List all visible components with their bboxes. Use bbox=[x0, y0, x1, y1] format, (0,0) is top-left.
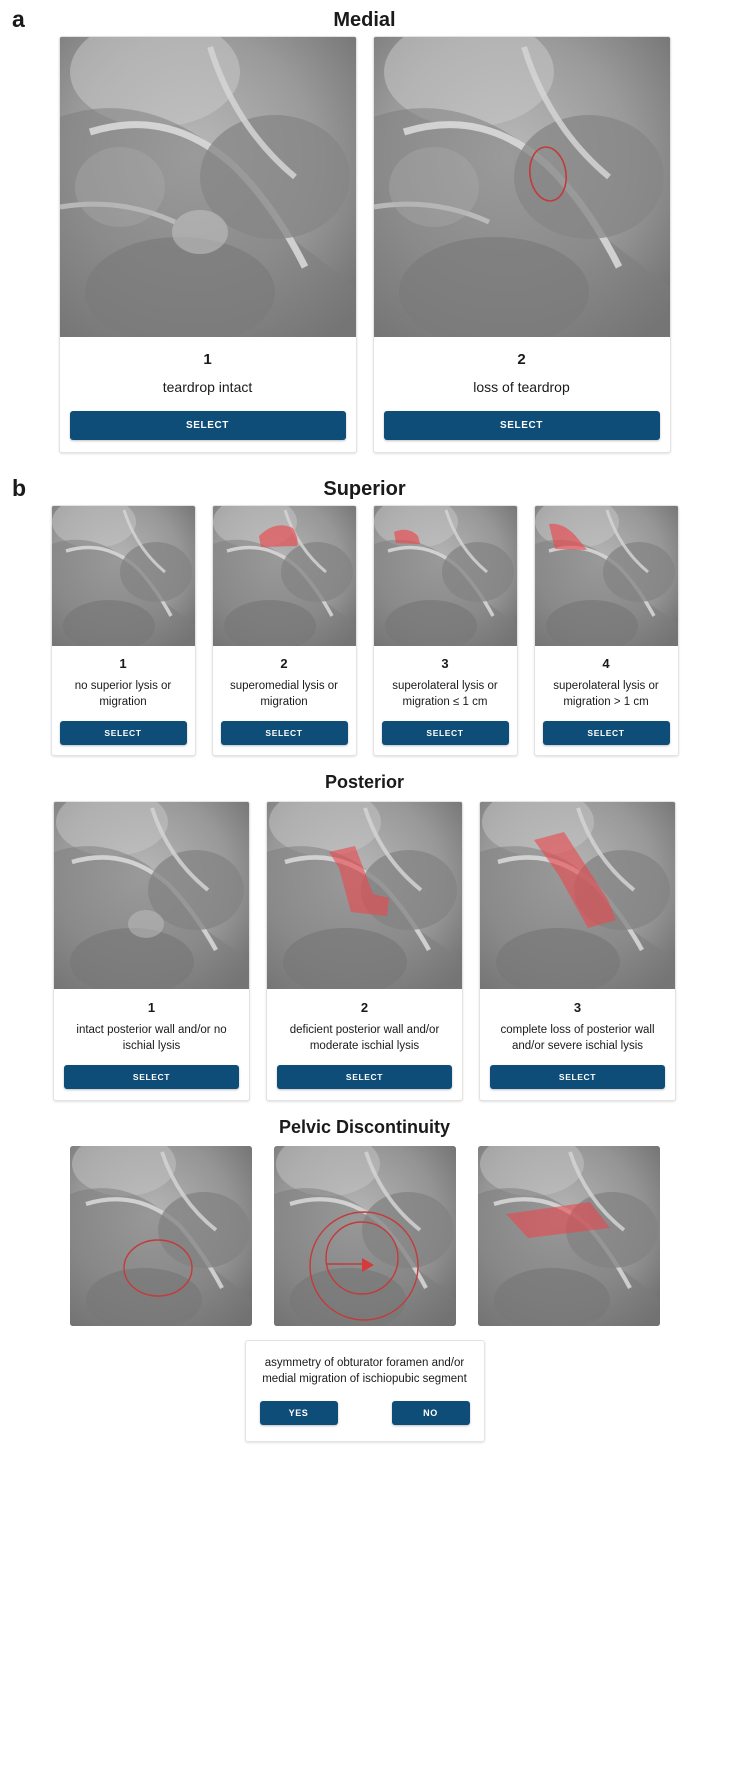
posterior-option-3-body bbox=[480, 989, 675, 1100]
xray-pelvic-1 bbox=[70, 1146, 252, 1326]
xray-posterior-3 bbox=[480, 802, 675, 989]
no-button[interactable]: NO bbox=[392, 1401, 470, 1425]
medial-option-1-body bbox=[60, 337, 356, 452]
section-title-superior: Superior bbox=[323, 478, 406, 500]
medial-options-row bbox=[0, 36, 729, 453]
xray-pelvic-2 bbox=[274, 1146, 456, 1326]
option-number: 2 bbox=[360, 1000, 369, 1016]
option-description: superolateral lysis or migration ≤ 1 cm bbox=[392, 680, 498, 708]
xray-medial-1 bbox=[60, 37, 356, 337]
superior-option-1[interactable] bbox=[51, 505, 196, 756]
option-description: no superior lysis or migration bbox=[74, 680, 172, 708]
section-title-posterior: Posterior bbox=[324, 772, 405, 793]
section-title-medial: Medial bbox=[333, 9, 396, 31]
medial-option-1[interactable] bbox=[59, 36, 357, 453]
option-number: 4 bbox=[602, 656, 610, 671]
select-button-superior-3[interactable]: SELECT bbox=[382, 721, 509, 745]
option-description: complete loss of posterior wall and/or severe ischial lysis bbox=[500, 1024, 655, 1052]
xray-posterior-1 bbox=[54, 802, 249, 989]
option-number: 1 bbox=[119, 656, 127, 671]
pelvic-discontinuity-image-1 bbox=[70, 1146, 252, 1326]
yes-button[interactable]: YES bbox=[260, 1401, 338, 1425]
select-button-medial-2[interactable]: SELECT bbox=[384, 411, 660, 440]
posterior-options-row bbox=[0, 801, 729, 1101]
option-number: 3 bbox=[573, 1000, 582, 1016]
select-button-posterior-3[interactable]: SELECT bbox=[490, 1065, 665, 1089]
option-number: 1 bbox=[147, 1000, 156, 1016]
select-button-medial-1[interactable]: SELECT bbox=[70, 411, 346, 440]
pelvic-discontinuity-question: asymmetry of obturator foramen and/or medial migration of ischiopubic segment bbox=[262, 1357, 467, 1386]
xray-posterior-2 bbox=[267, 802, 462, 989]
xray-superior-1 bbox=[52, 506, 195, 646]
superior-option-4-body bbox=[535, 646, 678, 755]
pelvic-discontinuity-images-row bbox=[0, 1146, 729, 1326]
yes-no-button-group bbox=[260, 1401, 470, 1425]
superior-option-3[interactable] bbox=[373, 505, 518, 756]
superior-option-3-body bbox=[374, 646, 517, 755]
option-description: superomedial lysis or migration bbox=[229, 680, 338, 708]
posterior-option-1-body bbox=[54, 989, 249, 1100]
panel-letter-a: a bbox=[12, 6, 25, 32]
select-button-posterior-2[interactable]: SELECT bbox=[277, 1065, 452, 1089]
superior-option-4[interactable] bbox=[534, 505, 679, 756]
xray-superior-2 bbox=[213, 506, 356, 646]
pelvic-discontinuity-image-3 bbox=[478, 1146, 660, 1326]
option-number: 2 bbox=[517, 351, 526, 368]
panel-b-header bbox=[0, 475, 729, 505]
superior-option-2[interactable] bbox=[212, 505, 357, 756]
pelvic-discontinuity-image-2 bbox=[274, 1146, 456, 1326]
option-description: deficient posterior wall and/or moderate ischial lysis bbox=[289, 1024, 440, 1052]
panel-a-header bbox=[0, 6, 729, 36]
panel-letter-b: b bbox=[12, 475, 27, 501]
xray-pelvic-3 bbox=[478, 1146, 660, 1326]
posterior-option-2-body bbox=[267, 989, 462, 1100]
option-number: 2 bbox=[280, 656, 288, 671]
medial-option-2-body bbox=[374, 337, 670, 452]
option-number: 3 bbox=[441, 656, 449, 671]
posterior-option-1[interactable] bbox=[53, 801, 250, 1101]
xray-medial-2 bbox=[374, 37, 670, 337]
option-description: teardrop intact bbox=[162, 379, 253, 395]
section-title-pelvic-discontinuity: Pelvic Discontinuity bbox=[278, 1117, 451, 1138]
option-description: loss of teardrop bbox=[473, 379, 570, 395]
superior-option-2-body bbox=[213, 646, 356, 755]
select-button-posterior-1[interactable]: SELECT bbox=[64, 1065, 239, 1089]
option-description: intact posterior wall and/or no ischial lysis bbox=[76, 1024, 227, 1052]
pelvic-classification-page bbox=[0, 6, 729, 1456]
xray-superior-4 bbox=[535, 506, 678, 646]
option-description: superolateral lysis or migration > 1 cm bbox=[553, 680, 659, 708]
posterior-option-3[interactable] bbox=[479, 801, 676, 1101]
pelvic-discontinuity-question-card bbox=[245, 1340, 485, 1442]
superior-options-row bbox=[0, 505, 729, 756]
posterior-option-2[interactable] bbox=[266, 801, 463, 1101]
select-button-superior-1[interactable]: SELECT bbox=[60, 721, 187, 745]
superior-option-1-body bbox=[52, 646, 195, 755]
option-number: 1 bbox=[203, 351, 212, 368]
select-button-superior-2[interactable]: SELECT bbox=[221, 721, 348, 745]
xray-superior-3 bbox=[374, 506, 517, 646]
select-button-superior-4[interactable]: SELECT bbox=[543, 721, 670, 745]
medial-option-2[interactable] bbox=[373, 36, 671, 453]
